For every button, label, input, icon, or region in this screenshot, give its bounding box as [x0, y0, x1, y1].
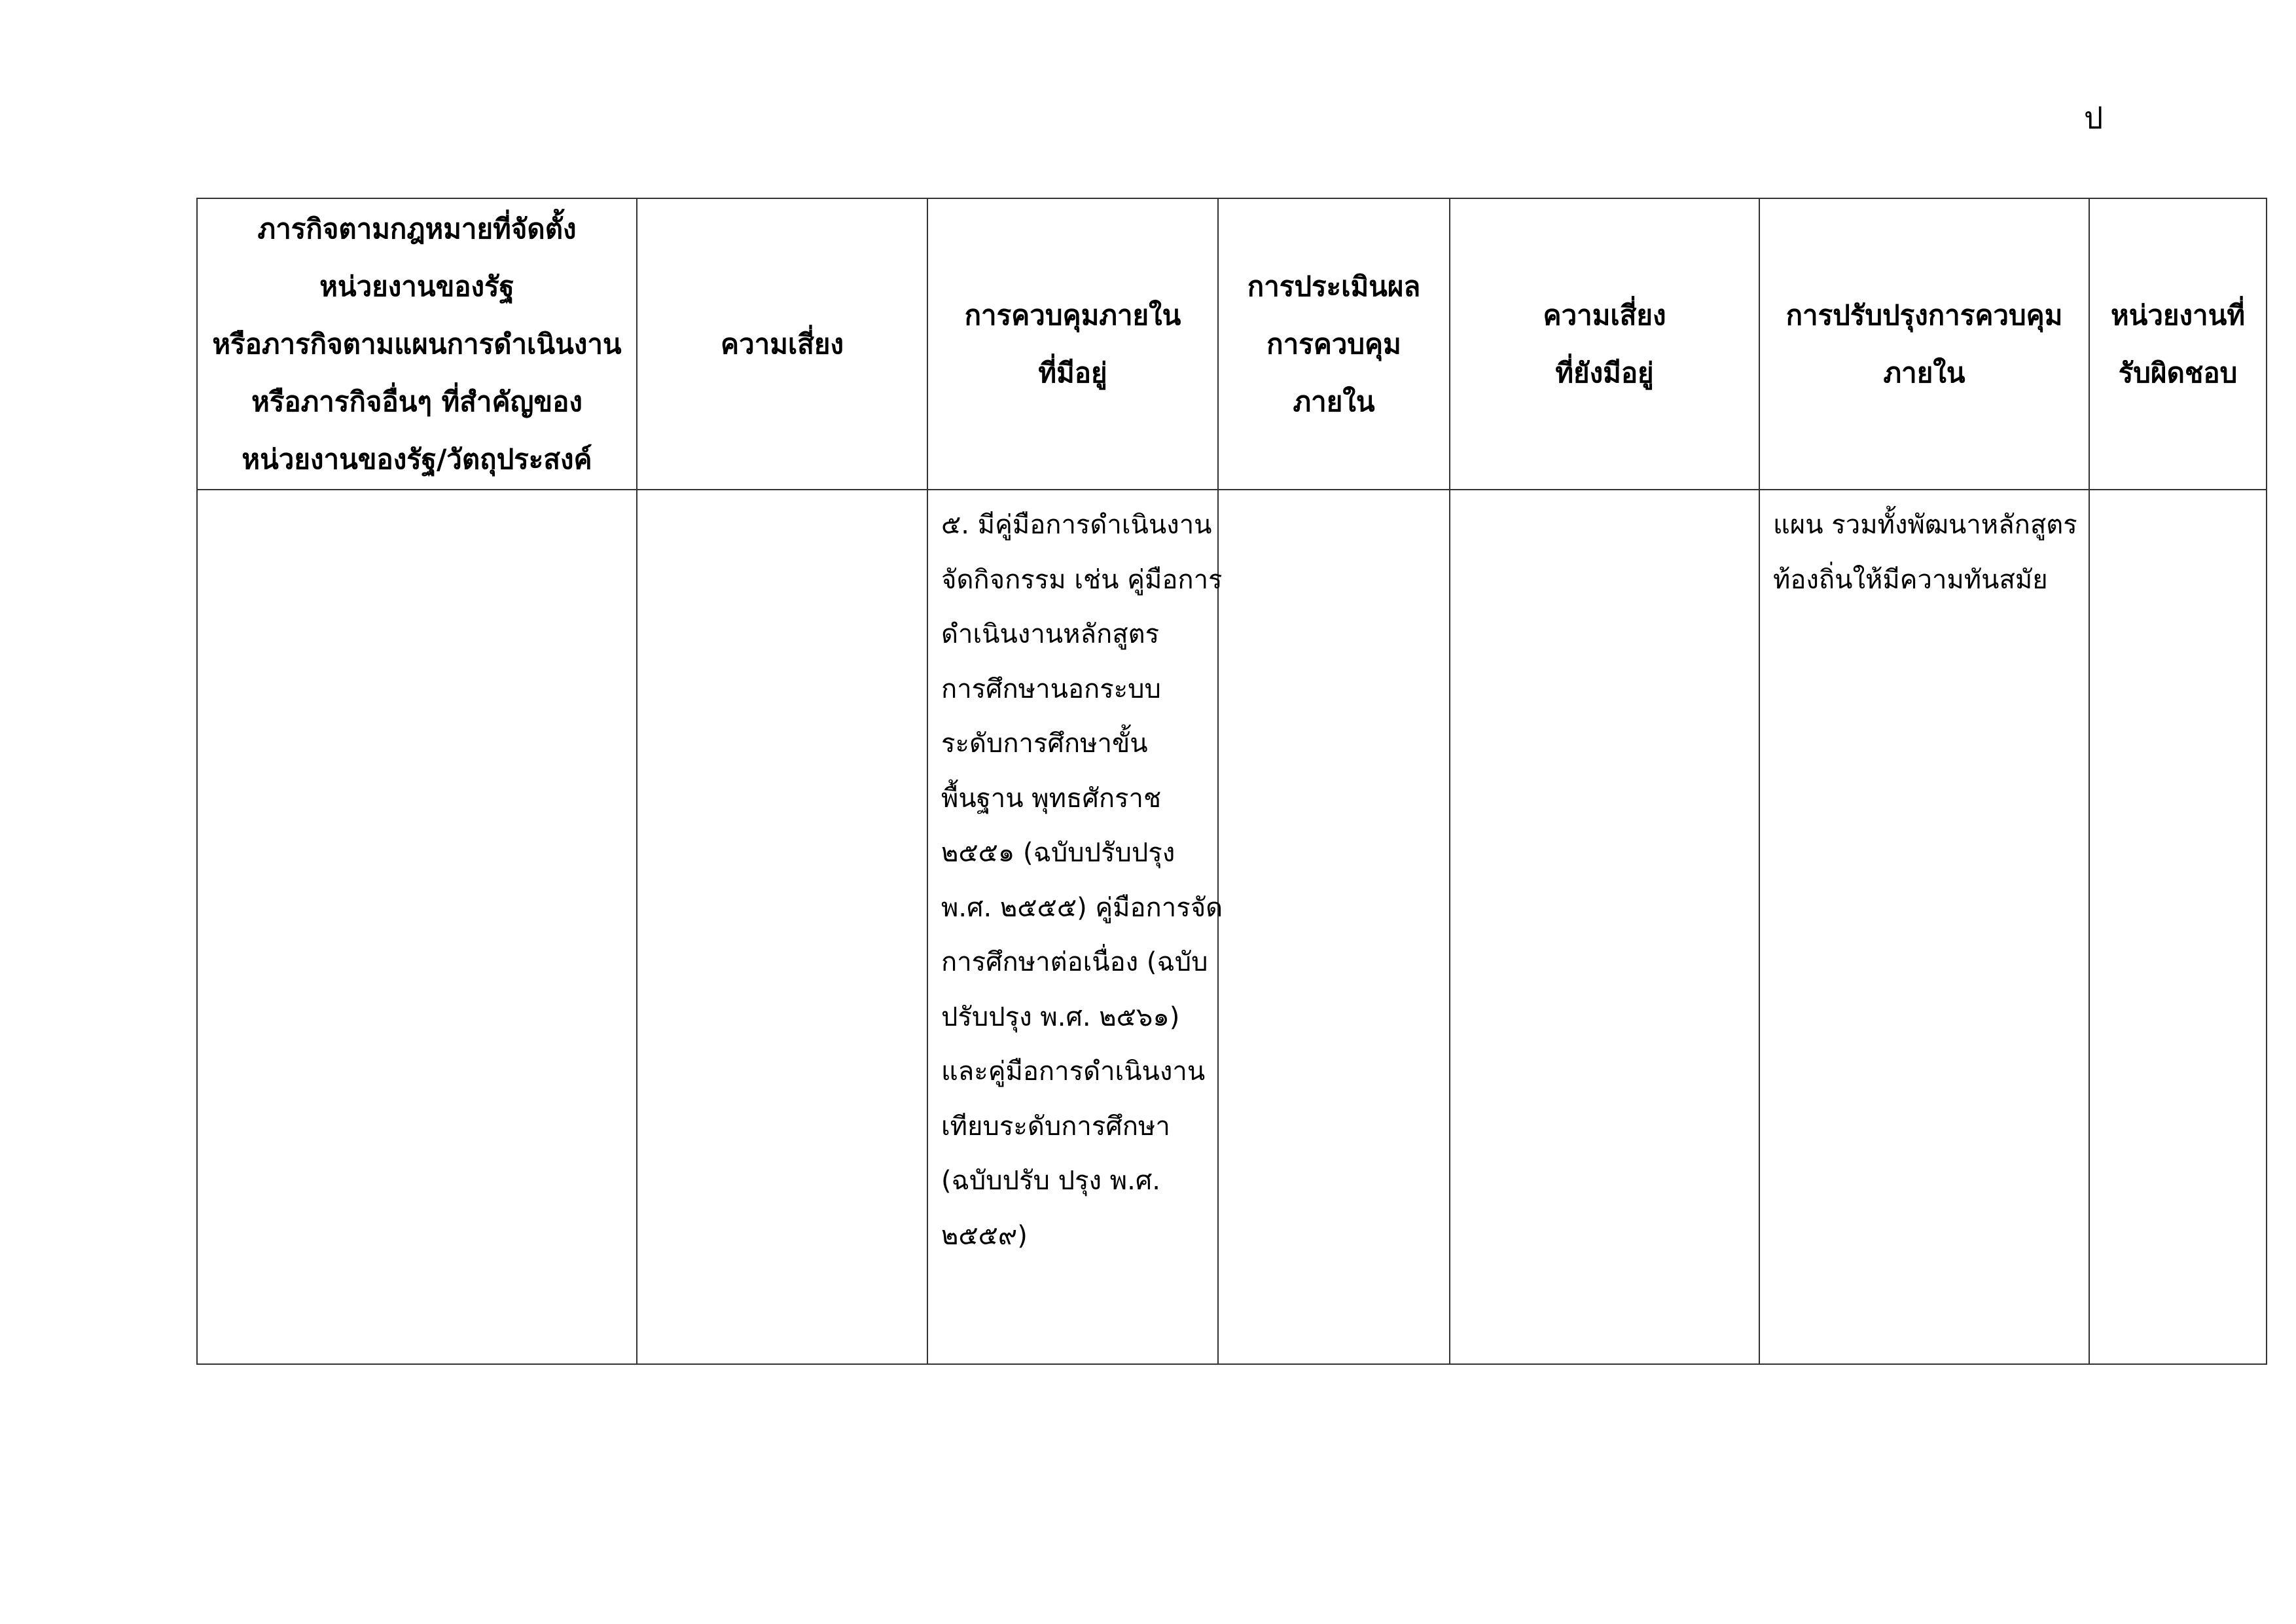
- existing-control-line: พื้นฐาน พุทธศักราช: [941, 783, 1162, 814]
- header-responsible-unit: [2089, 198, 2267, 490]
- table-row: [197, 490, 2267, 1364]
- header-mission-line: หน่วยงานของรัฐ/วัตถุประสงค์: [242, 442, 592, 475]
- header-row: [197, 198, 2267, 490]
- header-responsible-unit-line: รับผิดชอบ: [2118, 356, 2238, 389]
- header-mission-line: หรือภารกิจอื่นๆ ที่สำคัญของ: [251, 385, 583, 418]
- internal-control-table: [196, 198, 2267, 1365]
- cell-responsible-unit: [2089, 490, 2267, 1364]
- header-responsible-unit-line: หน่วยงานที่: [2110, 298, 2246, 331]
- cell-remaining-risk: [1450, 490, 1759, 1364]
- page-number: ป: [2084, 100, 2104, 135]
- header-existing-control-line: ที่มีอยู่: [1038, 356, 1107, 389]
- existing-control-line: ๒๕๕๑ (ฉบับปรับปรุง: [941, 838, 1175, 868]
- header-mission-line: ภารกิจตามกฎหมายที่จัดตั้ง: [257, 212, 577, 245]
- header-control-evaluation-line: ภายใน: [1293, 385, 1375, 418]
- existing-control-line: เทียบระดับการศึกษา: [941, 1111, 1170, 1142]
- cell-existing-control: [927, 490, 1223, 1364]
- existing-control-line: ระดับการศึกษาขั้น: [941, 729, 1148, 759]
- cell-mission: [197, 490, 637, 1364]
- improvement-line: แผน รวมทั้งพัฒนาหลักสูตร: [1773, 510, 2077, 540]
- header-remaining-risk: [1450, 198, 1759, 490]
- header-remaining-risk-line: ที่ยังมีอยู่: [1555, 356, 1654, 389]
- existing-control-line: ๕. มีคู่มือการดำเนินงาน: [941, 510, 1212, 540]
- existing-control-line: (ฉบับปรับ ปรุง พ.ศ.: [941, 1166, 1160, 1196]
- cell-risk: [637, 490, 927, 1364]
- header-control-improvement: [1759, 198, 2089, 490]
- header-mission: [197, 198, 637, 490]
- header-control-improvement-line: ภายใน: [1883, 356, 1965, 389]
- existing-control-line: ๒๕๕๙): [941, 1220, 1028, 1251]
- header-control-improvement-line: การปรับปรุงการควบคุม: [1785, 298, 2063, 331]
- existing-control-line: ปรับปรุง พ.ศ. ๒๕๖๑): [941, 1001, 1180, 1032]
- cell-control-improvement: [1759, 490, 2089, 1364]
- header-mission-line: หรือภารกิจตามแผนการดำเนินงาน: [212, 327, 622, 360]
- header-control-evaluation: [1218, 198, 1450, 490]
- header-existing-control-line: การควบคุมภายใน: [964, 298, 1181, 331]
- header-control-evaluation-line: การประเมินผล: [1247, 270, 1421, 302]
- header-control-evaluation-line: การควบคุม: [1266, 327, 1401, 360]
- existing-control-line: จัดกิจกรรม เช่น คู่มือการ: [941, 564, 1223, 595]
- existing-control-line: พ.ศ. ๒๕๕๕) คู่มือการจัด: [941, 892, 1223, 923]
- header-existing-control: [927, 198, 1218, 490]
- existing-control-line: การศึกษานอกระบบ: [941, 674, 1161, 704]
- header-risk-line: ความเสี่ยง: [720, 327, 844, 360]
- header-risk: [637, 198, 927, 490]
- existing-control-line: ดำเนินงานหลักสูตร: [941, 619, 1160, 649]
- header-remaining-risk-line: ความเสี่ยง: [1543, 298, 1666, 331]
- header-mission-line: หน่วยงานของรัฐ: [319, 270, 514, 302]
- existing-control-line: การศึกษาต่อเนื่อง (ฉบับ: [941, 947, 1208, 977]
- cell-control-evaluation: [1218, 490, 1450, 1364]
- improvement-line: ท้องถิ่นให้มีความทันสมัย: [1773, 564, 2048, 595]
- existing-control-line: และคู่มือการดำเนินงาน: [941, 1056, 1206, 1087]
